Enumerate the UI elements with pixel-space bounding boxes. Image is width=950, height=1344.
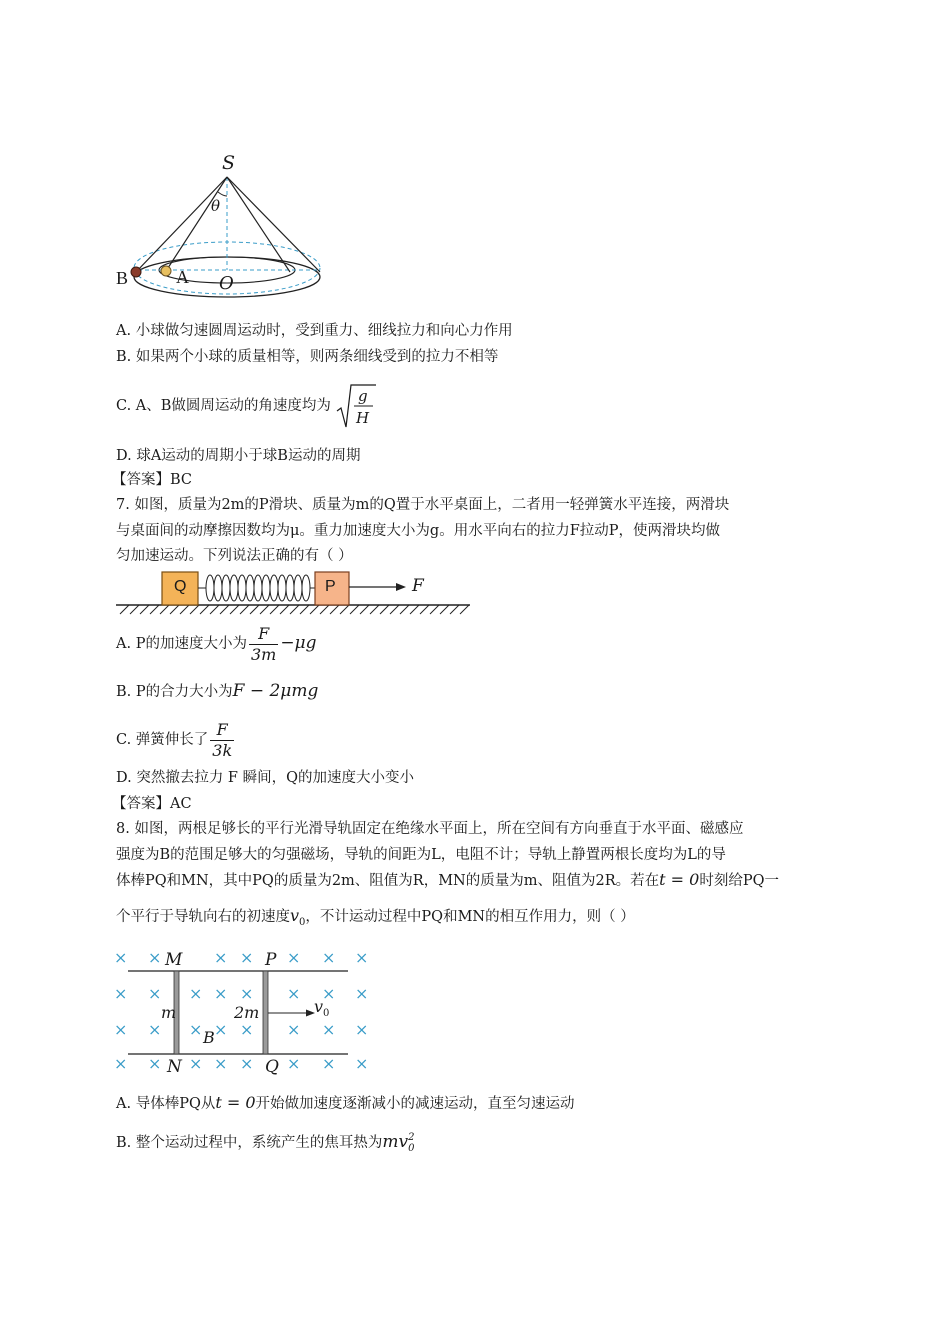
field-cross: × [148, 1054, 162, 1073]
label-m: m [161, 1003, 177, 1022]
label-S: S [222, 152, 236, 174]
q8-line4-a: 个平行于导轨向右的初速度 [116, 909, 290, 925]
q7-option-b [116, 681, 318, 702]
field-cross: × [214, 948, 228, 967]
q8-option-b-math: mv [382, 1132, 409, 1152]
field-cross: × [287, 948, 301, 967]
field-cross: × [240, 1054, 254, 1073]
q6-answer: 【答案】BC [112, 472, 193, 488]
field-cross: × [355, 948, 369, 967]
field-cross: × [322, 984, 336, 1003]
q6-c-num: g [357, 387, 368, 405]
q8-line4-b: ，不计运动过程中PQ和MN的相互作用力，则（ ） [305, 909, 635, 925]
field-cross: × [214, 1054, 228, 1073]
q7-stem-line3: 匀加速运动。下列说法正确的有（ ） [116, 548, 353, 564]
field-cross: × [322, 948, 336, 967]
field-cross: × [189, 1054, 203, 1073]
field-cross: × [114, 1054, 128, 1073]
q6-option-c-text: C. A、B做圆周运动的角速度均为 [116, 398, 331, 414]
label-2m: 2m [234, 1003, 260, 1022]
q7-a-fraction: $\frac{F}{3m}$ [250, 623, 277, 664]
q8-option-a-math: t = 0 [215, 1093, 256, 1112]
label-B-field: B [203, 1028, 215, 1047]
sqrt-symbol [336, 383, 376, 429]
label-O: O [219, 273, 234, 294]
q7-option-b-text: B. P的合力大小为 [116, 684, 233, 700]
q8-option-a [116, 1093, 575, 1114]
field-cross: × [114, 1020, 128, 1039]
block-p-label: P [325, 578, 336, 595]
label-Q: Q [265, 1057, 279, 1077]
q8-line3-a: 体棒PQ和MN，其中PQ的质量为2m、阻值为R，MN的质量为m、阻值为2R。若在 [116, 873, 660, 889]
q6-option-a: A. 小球做匀速圆周运动时，受到重力、细线拉力和向心力作用 [116, 323, 513, 339]
field-cross: × [148, 1020, 162, 1039]
q8-stem-line1: 8. 如图，两根足够长的平行光滑导轨固定在绝缘水平面上，所在空间有方向垂直于水平面、磁感应 [116, 821, 744, 837]
q7-option-d: D. 突然撤去拉力 F 瞬间，Q的加速度大小变小 [116, 770, 414, 786]
q6-option-b: B. 如果两个小球的质量相等，则两条细线受到的拉力不相等 [116, 349, 499, 365]
field-cross: × [214, 1020, 228, 1039]
q8-option-b [116, 1127, 414, 1158]
field-cross: × [214, 984, 228, 1003]
field-cross: × [240, 1020, 254, 1039]
q8-stem-line2: 强度为B的范围足够大的匀强磁场，导轨的间距为L，电阻不计；导轨上静置两根长度均为L的导 [116, 847, 726, 863]
label-A: A [176, 267, 189, 287]
field-cross: × [148, 948, 162, 967]
field-cross: × [355, 1054, 369, 1073]
q7-c-fraction: $\frac{F}{3k}$ [212, 719, 233, 760]
field-cross: × [322, 1020, 336, 1039]
force-f-label: F [412, 576, 424, 596]
label-P: P [265, 950, 277, 970]
field-cross: × [189, 1020, 203, 1039]
q8-option-a-text: A. 导体棒PQ从 [116, 1096, 216, 1112]
field-cross: × [240, 948, 254, 967]
field-cross: × [287, 984, 301, 1003]
q7-answer: 【答案】AC [112, 796, 192, 812]
field-cross: × [114, 948, 128, 967]
q6-option-c [116, 383, 376, 429]
q8-stem-line3 [116, 870, 779, 891]
q7-stem-line1: 7. 如图，质量为2m的P滑块、质量为m的Q置于水平桌面上，二者用一轻弹簧水平连接，两滑块 [116, 497, 730, 513]
q7-option-a [116, 620, 317, 667]
q8-line3-math: t = 0 [659, 870, 700, 889]
block-q-label: Q [174, 578, 187, 595]
field-cross: × [287, 1020, 301, 1039]
field-cross: × [189, 984, 203, 1003]
q7-stem-line2: 与桌面间的动摩擦因数均为μ。重力加速度大小为g。用水平向右的拉力F拉动P，使两滑块均做 [116, 523, 721, 539]
label-N: N [167, 1057, 182, 1077]
q6-c-den: H [355, 409, 369, 427]
field-cross: × [355, 1020, 369, 1039]
q7-b-math: F − 2μmg [232, 681, 319, 701]
q8-stem-line4 [116, 906, 635, 933]
q8-option-b-supsub: 2 0 [408, 1132, 415, 1154]
field-cross: × [240, 984, 254, 1003]
label-B: B [116, 268, 129, 288]
field-cross: × [322, 1054, 336, 1073]
q7-option-c [116, 717, 236, 763]
field-cross: × [287, 1054, 301, 1073]
label-M: M [165, 950, 183, 970]
q8-option-a-tail: 开始做加速度逐渐减小的减速运动，直至匀速运动 [255, 1096, 575, 1112]
q7-option-c-text: C. 弹簧伸长了 [116, 732, 209, 748]
field-cross: × [355, 984, 369, 1003]
q6-option-d: D. 球A运动的周期小于球B运动的周期 [116, 448, 361, 464]
q8-option-b-text: B. 整个运动过程中，系统产生的焦耳热为 [116, 1135, 383, 1151]
field-cross: × [114, 984, 128, 1003]
label-v0: $v_0$ [314, 997, 330, 1020]
q7-a-tail: −μg [280, 633, 317, 653]
q7-option-a-text: A. P的加速度大小为 [116, 636, 247, 652]
q8-line4-sub: 0 [299, 916, 306, 928]
label-theta: θ [211, 197, 221, 215]
q8-line4-math: v [290, 906, 300, 925]
q8-line3-b: 时刻给PQ一 [699, 873, 779, 889]
field-cross: × [148, 984, 162, 1003]
